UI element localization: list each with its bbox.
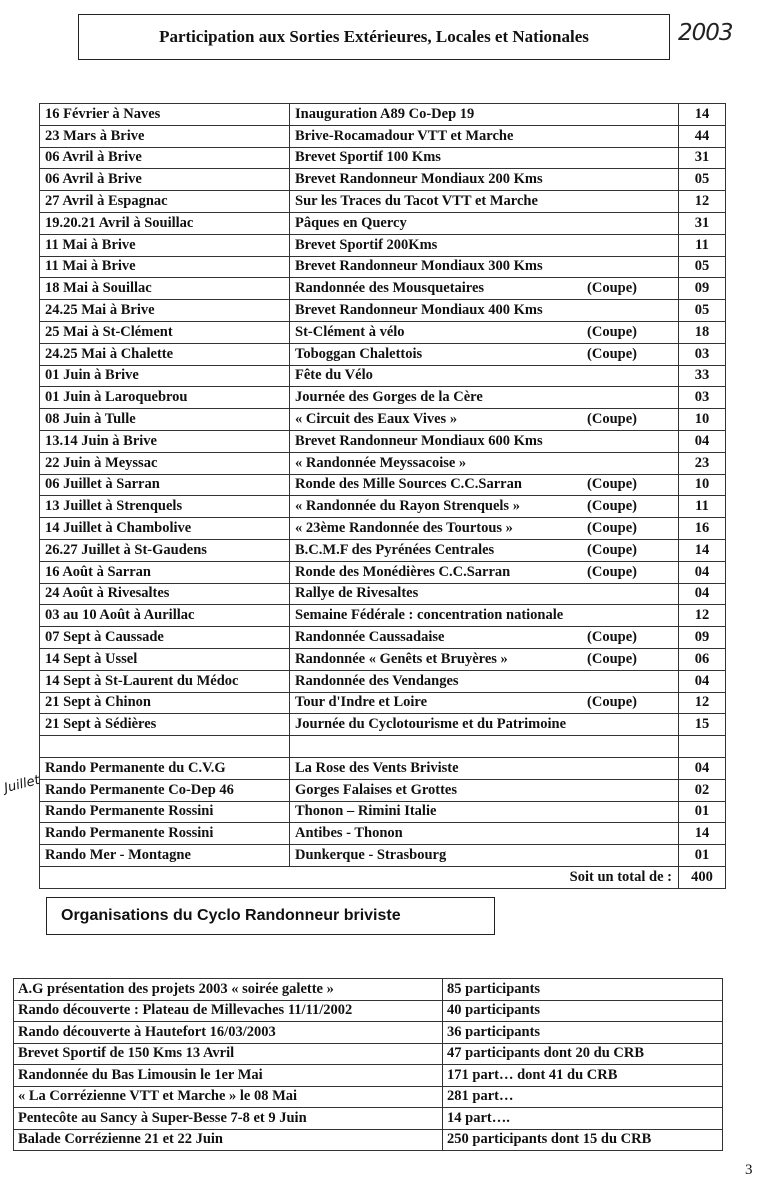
sortie-label: Brevet Randonneur Mondiaux 400 Kms xyxy=(295,302,543,319)
sortie-cell xyxy=(290,125,679,147)
total-row xyxy=(40,866,726,888)
result-cell: 281 part… xyxy=(443,1086,723,1108)
sortie-label: Pâques en Quercy xyxy=(295,214,407,231)
coupe-label: (Coupe) xyxy=(587,520,637,537)
sortie-label: Semaine Fédérale : concentration nationale xyxy=(295,607,564,624)
table-row xyxy=(40,648,726,670)
sortie-label: Dunkerque - Strasbourg xyxy=(295,846,447,863)
table-row xyxy=(14,1086,723,1108)
coupe-label: (Coupe) xyxy=(587,563,637,580)
count-cell: 04 xyxy=(679,561,726,583)
participation-table xyxy=(39,103,726,889)
table-row xyxy=(40,583,726,605)
table-row xyxy=(14,1043,723,1065)
table-row xyxy=(14,979,723,1001)
table-row xyxy=(40,518,726,540)
count-cell: 18 xyxy=(679,321,726,343)
sortie-label: Antibes - Thonon xyxy=(295,825,403,842)
page-title xyxy=(78,14,670,60)
event-cell: Brevet Sportif de 150 Kms 13 Avril xyxy=(14,1043,443,1065)
sortie-label: Ronde des Monédières C.C.Sarran xyxy=(295,563,511,580)
sortie-cell xyxy=(290,430,679,452)
sortie-label: Ronde des Mille Sources C.C.Sarran xyxy=(295,476,522,493)
count-cell: 05 xyxy=(679,169,726,191)
table-row xyxy=(40,169,726,191)
sortie-cell xyxy=(290,387,679,409)
event-cell: Balade Corrézienne 21 et 22 Juin xyxy=(14,1129,443,1151)
table-row xyxy=(40,278,726,300)
table-row xyxy=(40,430,726,452)
sortie-cell xyxy=(290,801,679,823)
date-lieu-cell: 01 Juin à Laroquebrou xyxy=(40,387,290,409)
table-row xyxy=(14,1108,723,1130)
table-row xyxy=(40,125,726,147)
sortie-cell xyxy=(290,147,679,169)
sortie-label: Brevet Sportif 200Kms xyxy=(295,236,438,253)
organisations-table xyxy=(13,978,723,1151)
count-cell: 05 xyxy=(679,300,726,322)
sortie-cell xyxy=(290,234,679,256)
date-lieu-cell: 18 Mai à Souillac xyxy=(40,278,290,300)
sortie-label: « Circuit des Eaux Vives » xyxy=(295,411,458,428)
sortie-cell xyxy=(290,256,679,278)
table-row xyxy=(40,801,726,823)
date-lieu-cell: 19.20.21 Avril à Souillac xyxy=(40,212,290,234)
page-title-text: Participation aux Sorties Extérieures, Locales et Nationales xyxy=(159,27,589,46)
sortie-label: « Randonnée Meyssacoise » xyxy=(295,454,467,471)
count-cell: 01 xyxy=(679,801,726,823)
result-cell: 14 part…. xyxy=(443,1108,723,1130)
sortie-label: « 23ème Randonnée des Tourtous » xyxy=(295,520,513,537)
date-lieu-cell: 06 Avril à Brive xyxy=(40,147,290,169)
coupe-label: (Coupe) xyxy=(587,411,637,428)
coupe-label: (Coupe) xyxy=(587,694,637,711)
count-cell: 02 xyxy=(679,779,726,801)
date-lieu-cell: Rando Permanente Rossini xyxy=(40,823,290,845)
result-cell: 40 participants xyxy=(443,1000,723,1022)
sortie-label: St-Clément à vélo xyxy=(295,323,405,340)
table-row xyxy=(40,409,726,431)
sortie-label: Brevet Sportif 100 Kms xyxy=(295,149,441,166)
date-lieu-cell: 06 Avril à Brive xyxy=(40,169,290,191)
event-cell: Rando découverte à Hautefort 16/03/2003 xyxy=(14,1022,443,1044)
sortie-cell xyxy=(290,496,679,518)
sortie-label: « Randonnée du Rayon Strenquels » xyxy=(295,498,520,515)
result-cell: 171 part… dont 41 du CRB xyxy=(443,1065,723,1087)
table-row xyxy=(40,845,726,867)
sortie-cell xyxy=(290,169,679,191)
date-lieu-cell: 24.25 Mai à Brive xyxy=(40,300,290,322)
count-cell: 03 xyxy=(679,343,726,365)
sortie-label: Journée des Gorges de la Cère xyxy=(295,389,483,406)
organisations-title xyxy=(46,897,495,935)
coupe-label: (Coupe) xyxy=(587,629,637,646)
sortie-cell xyxy=(290,104,679,126)
date-lieu-cell: 06 Juillet à Sarran xyxy=(40,474,290,496)
sortie-label: Randonnée des Vendanges xyxy=(295,672,459,689)
date-lieu-cell: 24 Août à Rivesaltes xyxy=(40,583,290,605)
count-cell xyxy=(679,736,726,758)
count-cell: 15 xyxy=(679,714,726,736)
count-cell: 04 xyxy=(679,757,726,779)
organisations-title-text: Organisations du Cyclo Randonneur briviste xyxy=(61,907,401,924)
date-lieu-cell: 01 Juin à Brive xyxy=(40,365,290,387)
sortie-cell xyxy=(290,321,679,343)
table-row xyxy=(40,736,726,758)
count-cell: 33 xyxy=(679,365,726,387)
result-cell: 36 participants xyxy=(443,1022,723,1044)
sortie-cell xyxy=(290,605,679,627)
date-lieu-cell: 27 Avril à Espagnac xyxy=(40,191,290,213)
date-lieu-cell: 23 Mars à Brive xyxy=(40,125,290,147)
table-row xyxy=(14,1022,723,1044)
count-cell: 14 xyxy=(679,104,726,126)
sortie-cell xyxy=(290,365,679,387)
count-cell: 09 xyxy=(679,278,726,300)
count-cell: 01 xyxy=(679,845,726,867)
coupe-label: (Coupe) xyxy=(587,541,637,558)
table-row xyxy=(40,692,726,714)
date-lieu-cell: 24.25 Mai à Chalette xyxy=(40,343,290,365)
count-cell: 12 xyxy=(679,191,726,213)
sortie-label: B.C.M.F des Pyrénées Centrales xyxy=(295,541,495,558)
date-lieu-cell: 11 Mai à Brive xyxy=(40,256,290,278)
date-lieu-cell: 03 au 10 Août à Aurillac xyxy=(40,605,290,627)
table-row xyxy=(40,823,726,845)
sortie-cell xyxy=(290,583,679,605)
table-row xyxy=(40,300,726,322)
count-cell: 04 xyxy=(679,583,726,605)
sortie-cell xyxy=(290,845,679,867)
table-row xyxy=(14,1065,723,1087)
event-cell: A.G présentation des projets 2003 « soirée galette » xyxy=(14,979,443,1001)
date-lieu-cell: 11 Mai à Brive xyxy=(40,234,290,256)
date-lieu-cell: Rando Permanente du C.V.G xyxy=(40,757,290,779)
total-value: 400 xyxy=(679,866,726,888)
table-row xyxy=(40,234,726,256)
sortie-label: Brevet Randonneur Mondiaux 600 Kms xyxy=(295,432,543,449)
date-lieu-cell: Rando Permanente Rossini xyxy=(40,801,290,823)
table-row xyxy=(40,670,726,692)
date-lieu-cell: 14 Sept à St-Laurent du Médoc xyxy=(40,670,290,692)
table-row xyxy=(40,191,726,213)
sortie-label: La Rose des Vents Briviste xyxy=(295,759,459,776)
table-row xyxy=(40,474,726,496)
date-lieu-cell: 21 Sept à Chinon xyxy=(40,692,290,714)
sortie-label: Tour d'Indre et Loire xyxy=(295,694,428,711)
count-cell: 04 xyxy=(679,670,726,692)
count-cell: 04 xyxy=(679,430,726,452)
sortie-cell xyxy=(290,278,679,300)
table-row xyxy=(40,496,726,518)
date-lieu-cell: Rando Mer - Montagne xyxy=(40,845,290,867)
sortie-label: Toboggan Chalettois xyxy=(295,345,423,362)
table-row xyxy=(40,147,726,169)
sortie-cell xyxy=(290,191,679,213)
date-lieu-cell: 22 Juin à Meyssac xyxy=(40,452,290,474)
date-lieu-cell: 16 Août à Sarran xyxy=(40,561,290,583)
sortie-label: Randonnée des Mousquetaires xyxy=(295,280,485,297)
count-cell: 16 xyxy=(679,518,726,540)
sortie-label: Fête du Vélo xyxy=(295,367,373,384)
result-cell: 250 participants dont 15 du CRB xyxy=(443,1129,723,1151)
table-row xyxy=(40,104,726,126)
sortie-cell xyxy=(290,518,679,540)
count-cell: 31 xyxy=(679,147,726,169)
sortie-label: Gorges Falaises et Grottes xyxy=(295,781,458,798)
sortie-cell xyxy=(290,474,679,496)
coupe-label: (Coupe) xyxy=(587,650,637,667)
sortie-label: Brive-Rocamadour VTT et Marche xyxy=(295,127,514,144)
handwritten-year: 2003 xyxy=(678,20,733,46)
handwritten-note: Juillet xyxy=(2,772,42,797)
table-row xyxy=(40,779,726,801)
sortie-label: Brevet Randonneur Mondiaux 300 Kms xyxy=(295,258,543,275)
sortie-cell xyxy=(290,648,679,670)
table-row xyxy=(40,627,726,649)
count-cell: 03 xyxy=(679,387,726,409)
result-cell: 85 participants xyxy=(443,979,723,1001)
table-row xyxy=(40,321,726,343)
count-cell: 10 xyxy=(679,409,726,431)
table-row xyxy=(40,365,726,387)
table-row xyxy=(40,212,726,234)
date-lieu-cell: 26.27 Juillet à St-Gaudens xyxy=(40,539,290,561)
coupe-label: (Coupe) xyxy=(587,498,637,515)
event-cell: Pentecôte au Sancy à Super-Besse 7-8 et 9 Juin xyxy=(14,1108,443,1130)
date-lieu-cell: 13 Juillet à Strenquels xyxy=(40,496,290,518)
table-row xyxy=(40,539,726,561)
coupe-label: (Coupe) xyxy=(587,476,637,493)
count-cell: 31 xyxy=(679,212,726,234)
count-cell: 06 xyxy=(679,648,726,670)
result-cell: 47 participants dont 20 du CRB xyxy=(443,1043,723,1065)
sortie-cell xyxy=(290,212,679,234)
event-cell: « La Corrézienne VTT et Marche » le 08 Mai xyxy=(14,1086,443,1108)
count-cell: 14 xyxy=(679,539,726,561)
table-row xyxy=(40,452,726,474)
sortie-cell xyxy=(290,736,679,758)
count-cell: 05 xyxy=(679,256,726,278)
date-lieu-cell: 16 Février à Naves xyxy=(40,104,290,126)
table-row xyxy=(14,1129,723,1151)
sortie-cell xyxy=(290,627,679,649)
date-lieu-cell: 14 Juillet à Chambo​live xyxy=(40,518,290,540)
table-row xyxy=(40,343,726,365)
sortie-label: Inauguration A89 Co-Dep 19 xyxy=(295,105,475,122)
sortie-label: Thonon – Rimini Italie xyxy=(295,803,437,820)
date-lieu-cell: 21 Sept à Sédières xyxy=(40,714,290,736)
sortie-cell xyxy=(290,823,679,845)
table-row xyxy=(14,1000,723,1022)
date-lieu-cell xyxy=(40,736,290,758)
date-lieu-cell: 07 Sept à Caussade xyxy=(40,627,290,649)
sortie-cell xyxy=(290,561,679,583)
table-row xyxy=(40,387,726,409)
sortie-cell xyxy=(290,300,679,322)
sortie-cell xyxy=(290,409,679,431)
count-cell: 23 xyxy=(679,452,726,474)
table-row xyxy=(40,561,726,583)
count-cell: 12 xyxy=(679,605,726,627)
sortie-label: Randonnée Caussadaise xyxy=(295,629,445,646)
sortie-cell xyxy=(290,714,679,736)
count-cell: 11 xyxy=(679,234,726,256)
count-cell: 12 xyxy=(679,692,726,714)
table-row xyxy=(40,757,726,779)
count-cell: 14 xyxy=(679,823,726,845)
sortie-cell xyxy=(290,692,679,714)
count-cell: 11 xyxy=(679,496,726,518)
sortie-cell xyxy=(290,539,679,561)
sortie-cell xyxy=(290,757,679,779)
date-lieu-cell: 14 Sept à Ussel xyxy=(40,648,290,670)
sortie-label: Journée du Cyclotourisme et du Patrimoine xyxy=(295,716,567,733)
date-lieu-cell: 25 Mai à St-Clément xyxy=(40,321,290,343)
event-cell: Rando découverte : Plateau de Millevaches 11/11/2002 xyxy=(14,1000,443,1022)
table-row xyxy=(40,714,726,736)
sortie-label: Brevet Randonneur Mondiaux 200 Kms xyxy=(295,171,543,188)
date-lieu-cell: 08 Juin à Tulle xyxy=(40,409,290,431)
sortie-cell xyxy=(290,452,679,474)
sortie-label: Randonnée « Genêts et Bruyères » xyxy=(295,650,508,667)
table-row xyxy=(40,256,726,278)
count-cell: 44 xyxy=(679,125,726,147)
coupe-label: (Coupe) xyxy=(587,323,637,340)
date-lieu-cell: Rando Permanente Co-Dep 46 xyxy=(40,779,290,801)
count-cell: 10 xyxy=(679,474,726,496)
coupe-label: (Coupe) xyxy=(587,345,637,362)
page-number: 3 xyxy=(745,1162,753,1178)
count-cell: 09 xyxy=(679,627,726,649)
total-label: Soit un total de : xyxy=(40,866,679,888)
sortie-cell xyxy=(290,779,679,801)
event-cell: Randonnée du Bas Limousin le 1er Mai xyxy=(14,1065,443,1087)
coupe-label: (Coupe) xyxy=(587,280,637,297)
sortie-cell xyxy=(290,343,679,365)
table-row xyxy=(40,605,726,627)
date-lieu-cell: 13.14 Juin à Brive xyxy=(40,430,290,452)
sortie-cell xyxy=(290,670,679,692)
sortie-label: Rallye de Rivesaltes xyxy=(295,585,419,602)
sortie-label: Sur les Traces du Tacot VTT et Marche xyxy=(295,193,538,210)
